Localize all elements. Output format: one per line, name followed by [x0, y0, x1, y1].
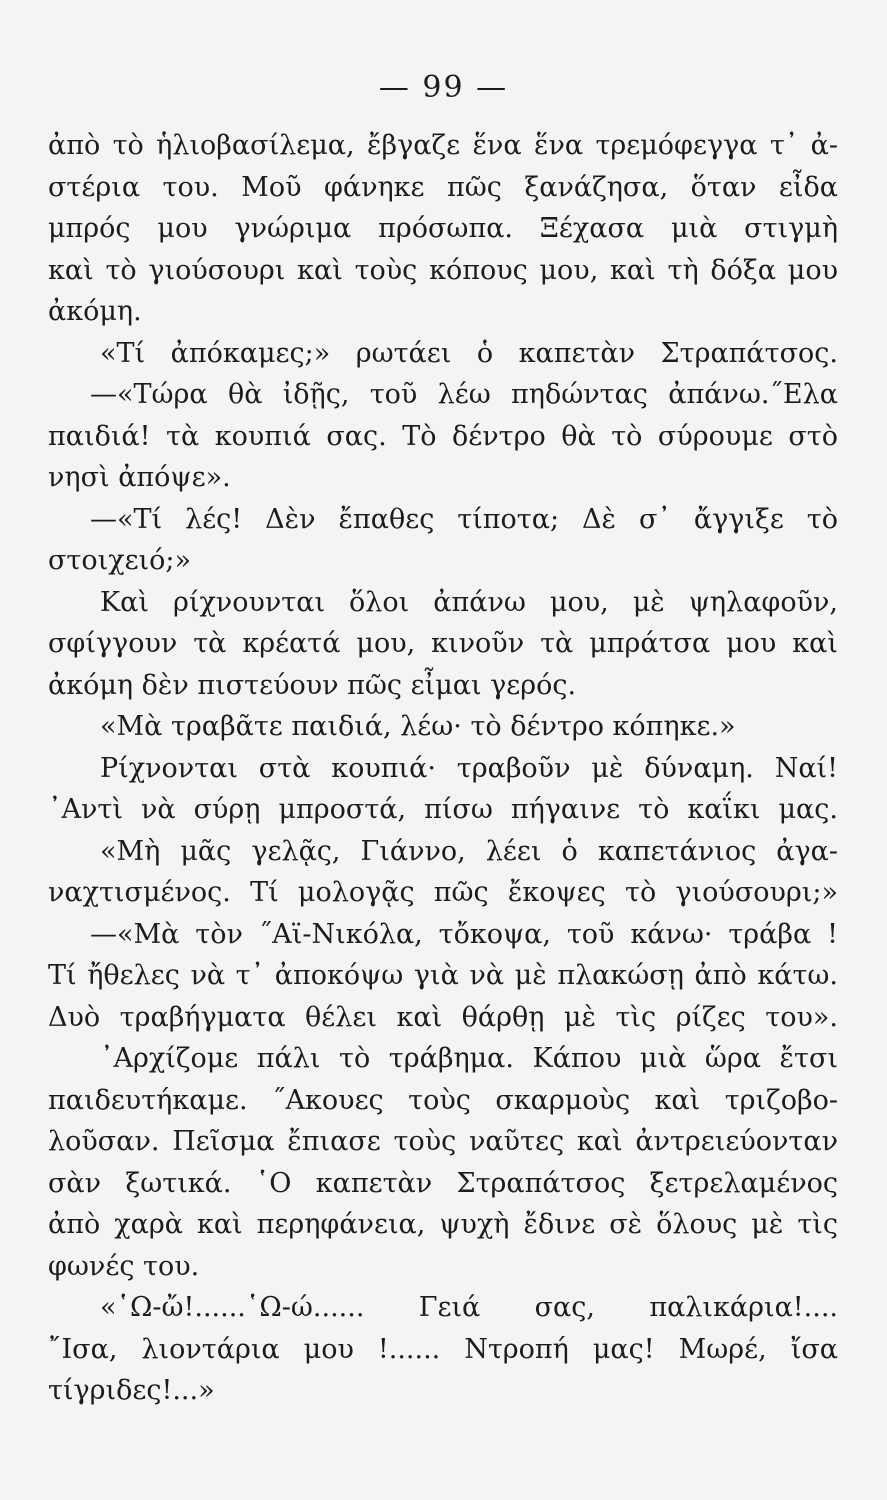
text-line: παιδιά! τὰ κουπιά σας. Τὸ δέντρο θὰ τὸ σύρουμε στὸ	[48, 420, 838, 452]
text-line: καὶ τὸ γιούσουρι καὶ τοὺς κόπους μου, καὶ τὴ δόξα μου	[48, 254, 838, 286]
text-line: παιδευτήκαμε. ˝Ακουες τοὺς σκαρμοὺς καὶ τριζοβο-	[48, 1084, 838, 1116]
text-line: σφίγγουν τὰ κρέατά μου, κινοῦν τὰ μπράτσα μου καὶ	[48, 628, 838, 659]
text-line: «Μὰ τραβᾶτε παιδιά, λέω· τὸ δέντρο κόπηκε.»	[100, 711, 736, 742]
text-line: Ρίχνονται στὰ κουπιά· τραβοῦν μὲ δύναμη. Ναί!	[100, 752, 838, 784]
text-line: «Τί ἀπόκαμες;» ρωτάει ὁ καπετὰν Στραπάτσος.	[100, 337, 838, 369]
text-line: τίγριδες!...»	[48, 1375, 215, 1406]
text-line: φωνές του.	[48, 1250, 200, 1282]
body-text	[48, 125, 838, 1412]
text-line: ἀκόμη δὲν πιστεύουν πῶς εἶμαι γερός.	[48, 669, 577, 701]
text-line: ναχτισμένος. Τί μολογᾷς πῶς ἔκοψες τὸ γιούσουρι;»	[48, 877, 838, 908]
text-line: στέρια του. Μοῦ φάνηκε πῶς ξανάζησα, ὅταν εἶδα	[48, 171, 838, 203]
text-line: —«Τί λές! Δὲν ἔπαθες τίποτα; Δὲ σ᾿ ἄγγιξε τὸ	[90, 503, 838, 535]
text-line: λοῦσαν. Πεῖσμα ἔπιασε τοὺς ναῦτες καὶ ἀντρειεύονταν	[48, 1126, 838, 1157]
text-line: Δυὸ τραβήγματα θέλει καὶ θάρθῃ μὲ τὶς ρίζες του».	[48, 1001, 838, 1033]
text-line: στοιχειό;»	[48, 545, 192, 576]
text-line: «Μὴ μᾶς γελᾷς, Γιάννο, λέει ὁ καπετάνιος ἀγα-	[100, 835, 838, 867]
text-line: ᾿Αρχίζομε πάλι τὸ τράβημα. Κάπου μιὰ ὥρα ἔτσι	[100, 1043, 838, 1074]
text-line: Καὶ ρίχνουνται ὅλοι ἀπάνω μου, μὲ ψηλαφοῦν,	[100, 586, 838, 618]
text-line: —«Μὰ τὸν ˝Αϊ-Νικόλα, τὄκοψα, τοῦ κάνω· τράβα !	[90, 918, 838, 950]
text-line: νησὶ ἀπόψε».	[48, 462, 231, 493]
text-line: ἀπὸ χαρὰ καὶ περηφάνεια, ψυχὴ ἔδινε σὲ ὅλους μὲ τὶς	[48, 1209, 838, 1240]
text-line: «῾Ω-ὤ!......῾Ω-ώ...... Γειά σας, παλικάρια!....	[100, 1292, 838, 1323]
text-line: σὰν ξωτικά. ῾Ο καπετὰν Στραπάτσος ξετρελαμένος	[48, 1167, 838, 1199]
text-line: —«Τώρα θὰ ἰδῇς, τοῦ λέω πηδώντας ἀπάνω.˝Ελα	[90, 379, 838, 410]
text-line: μπρός μου γνώριμα πρόσωπα. Ξέχασα μιὰ στιγμὴ	[48, 213, 838, 244]
page-number: — 99 —	[378, 70, 509, 105]
text-line: ῎Ισα, λιοντάρια μου !...... Ντροπή μας! Μωρέ, ἴσα	[48, 1333, 838, 1365]
text-line: Τί ἤθελες νὰ τ᾿ ἀποκόψω γιὰ νὰ μὲ πλακώσῃ ἀπὸ κάτω.	[48, 960, 838, 991]
text-line: ἀπὸ τὸ ἡλιοβασίλεμα, ἔβγαζε ἕνα ἕνα τρεμόφεγγα τ᾿ ἀ-	[48, 130, 838, 161]
text-line: ἀκόμη.	[48, 296, 142, 327]
text-line: ᾿Αντὶ νὰ σύρῃ μπροστά, πίσω πήγαινε τὸ καΐκι μας.	[48, 794, 838, 825]
